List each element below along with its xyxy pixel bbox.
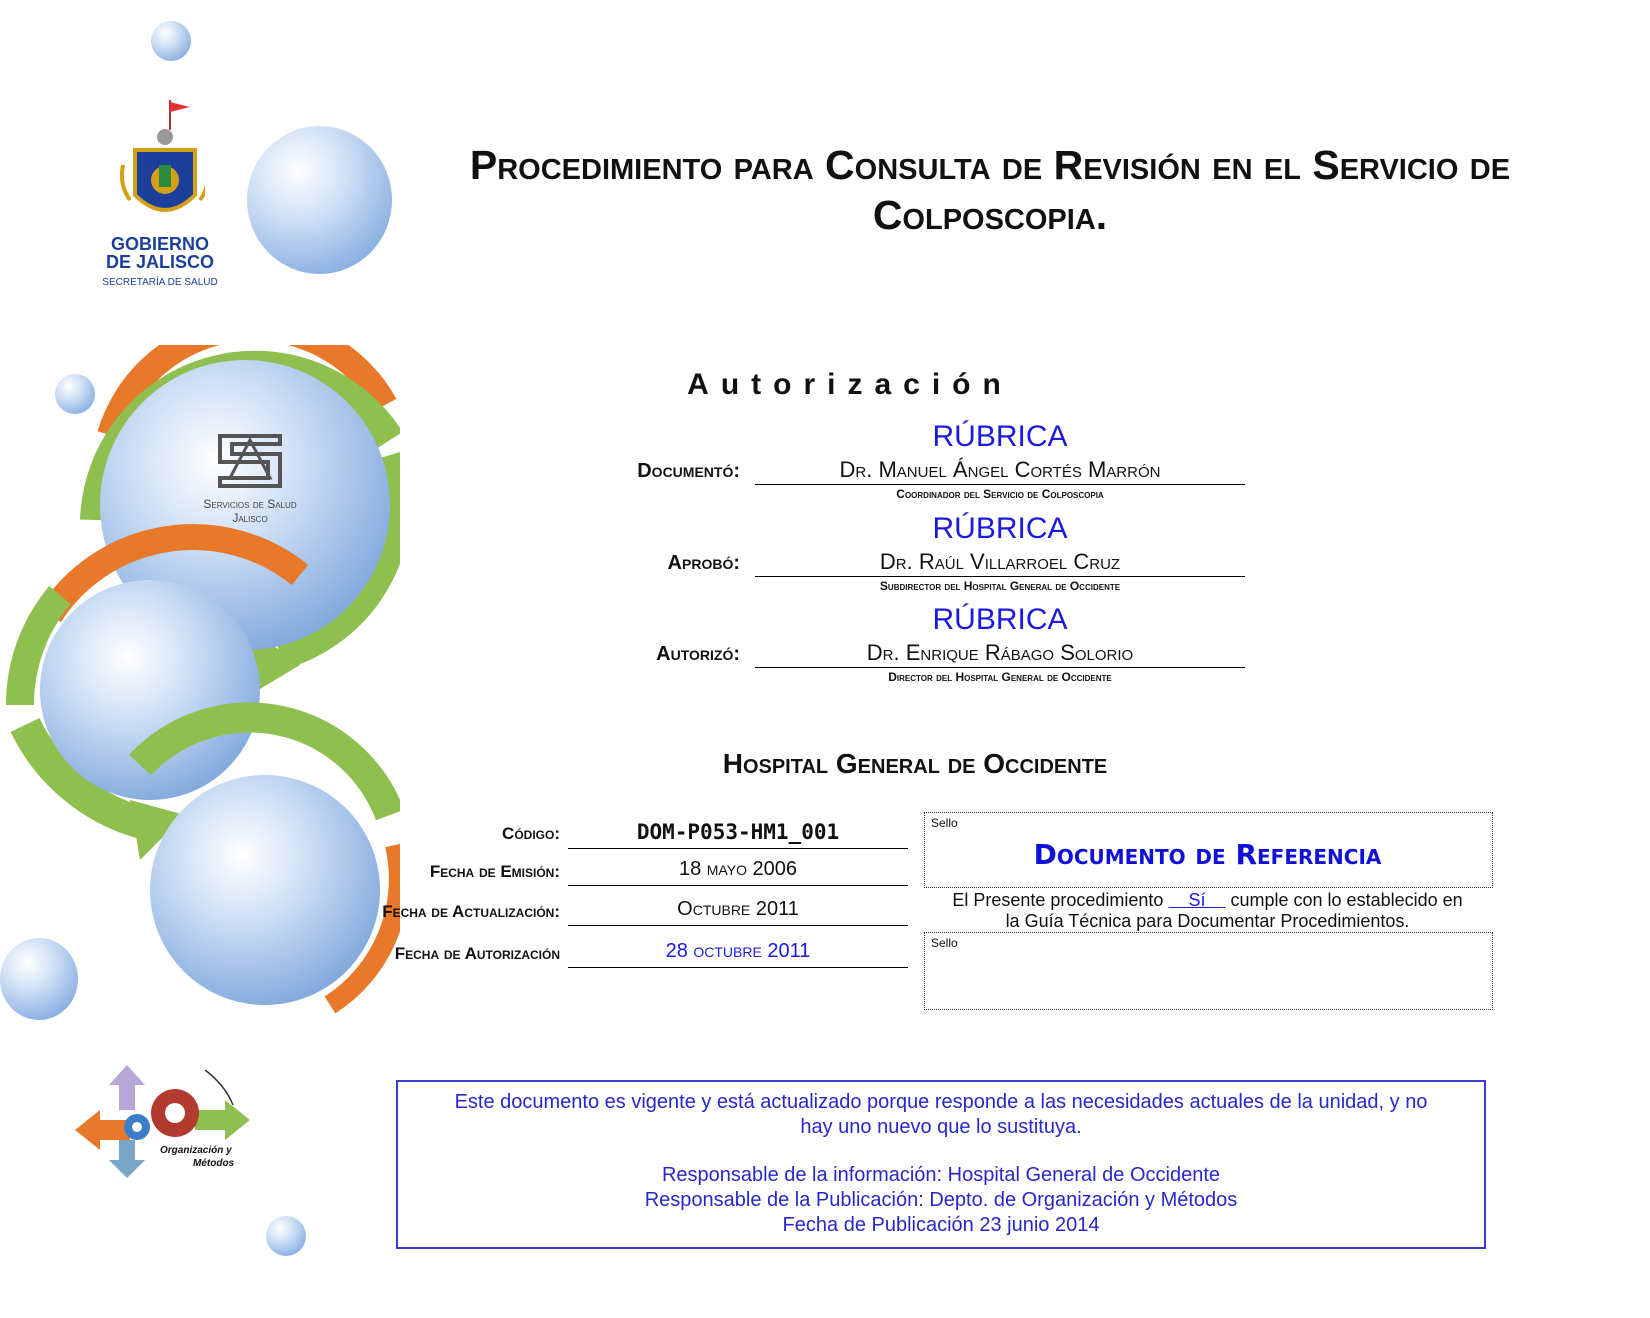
- sello-label: Sello: [931, 936, 958, 950]
- signature-role: Autorizó:: [656, 643, 740, 665]
- codigo-label-wrap: [380, 820, 560, 850]
- signer-position: Director del Hospital General de Occidente: [888, 670, 1112, 684]
- coat-of-arms-icon: [115, 95, 205, 230]
- compliance-pre: El Presente procedimiento: [952, 890, 1169, 910]
- signature-role: Documentó:: [637, 460, 740, 482]
- signer-name: Dr. Manuel Ángel Cortés Marrón: [755, 457, 1245, 485]
- autorizacion-value: 28 octubre 2011: [568, 940, 908, 968]
- reference-document-text: Documento de Referencia: [1033, 838, 1382, 871]
- actualizacion-value: Octubre 2011: [568, 898, 908, 926]
- autorizacion-label-wrap: [380, 940, 560, 970]
- notice-line4: Responsable de la Publicación: Depto. de Organización y Métodos: [644, 1189, 1238, 1211]
- actualizacion-label: Fecha de Actualización:: [382, 902, 560, 921]
- signature-rubrica: RÚBRICA: [932, 603, 1068, 636]
- signer-position: Subdirector del Hospital General de Occidente: [879, 579, 1121, 593]
- sello-stamp-box: [924, 932, 1493, 1010]
- ssj-emblem-icon: [210, 430, 290, 492]
- signature-rubrica: RÚBRICA: [932, 512, 1068, 545]
- codigo-label: Código:: [502, 824, 560, 843]
- gov-logo-line1: GOBIERNO: [110, 234, 209, 254]
- om-logo: [75, 1065, 255, 1180]
- gov-logo-line2: DE JALISCO: [105, 252, 215, 272]
- ssj-logo: [175, 430, 325, 525]
- notice-line1: Este documento es vigente y está actualizado porque responde a las necesidades actuales de la unidad, y no: [454, 1091, 1428, 1113]
- page-title: Procedimiento para Consulta de Revisión en el Servicio de Colposcopia.: [469, 142, 1511, 238]
- emision-label: Fecha de Emisión:: [429, 862, 560, 881]
- signature-role: Aprobó:: [667, 552, 740, 574]
- compliance-answer: Sí: [1188, 890, 1206, 910]
- compliance-line2: la Guía Técnica para Documentar Procedimientos.: [1005, 911, 1410, 931]
- emision-label-wrap: [380, 858, 560, 888]
- decor-bubble: [151, 21, 191, 61]
- notice-line5: Fecha de Publicación 23 junio 2014: [782, 1214, 1100, 1236]
- decor-bubble: [266, 1216, 306, 1256]
- notice-line3: Responsable de la información: Hospital General de Occidente: [661, 1164, 1221, 1186]
- signer-position: Coordinador del Servicio de Colposcopia: [896, 487, 1104, 501]
- codigo-value: DOM-P053-HM1_001: [568, 820, 908, 849]
- autorizacion-label: Fecha de Autorización: [394, 944, 560, 963]
- compliance-statement: [924, 890, 1491, 932]
- ssj-logo-line2: Jalisco: [232, 511, 268, 525]
- actualizacion-label-wrap: [380, 898, 560, 928]
- authorization-heading: Autorización: [687, 368, 1013, 401]
- om-logo-line2: Métodos: [193, 1158, 235, 1169]
- hospital-name: Hospital General de Occidente: [722, 748, 1108, 779]
- signer-name: Dr. Raúl Villarroel Cruz: [755, 549, 1245, 577]
- notice-line2: hay uno nuevo que lo sustituya.: [800, 1116, 1082, 1138]
- signature-rubrica: RÚBRICA: [932, 420, 1068, 453]
- decor-bubble: [247, 126, 392, 274]
- om-logo-line1: Organización y: [160, 1145, 232, 1156]
- gov-logo-line3: SECRETARÍA DE SALUD: [102, 277, 218, 288]
- signer-name: Dr. Enrique Rábago Solorio: [755, 640, 1245, 668]
- ssj-logo-line1: Servicios de Salud: [203, 497, 297, 511]
- validity-notice: [396, 1080, 1486, 1249]
- compliance-post: cumple con lo establecido en: [1225, 890, 1463, 910]
- emision-value: 18 mayo 2006: [568, 858, 908, 886]
- government-logo: [95, 95, 225, 288]
- sello-label: Sello: [931, 816, 958, 830]
